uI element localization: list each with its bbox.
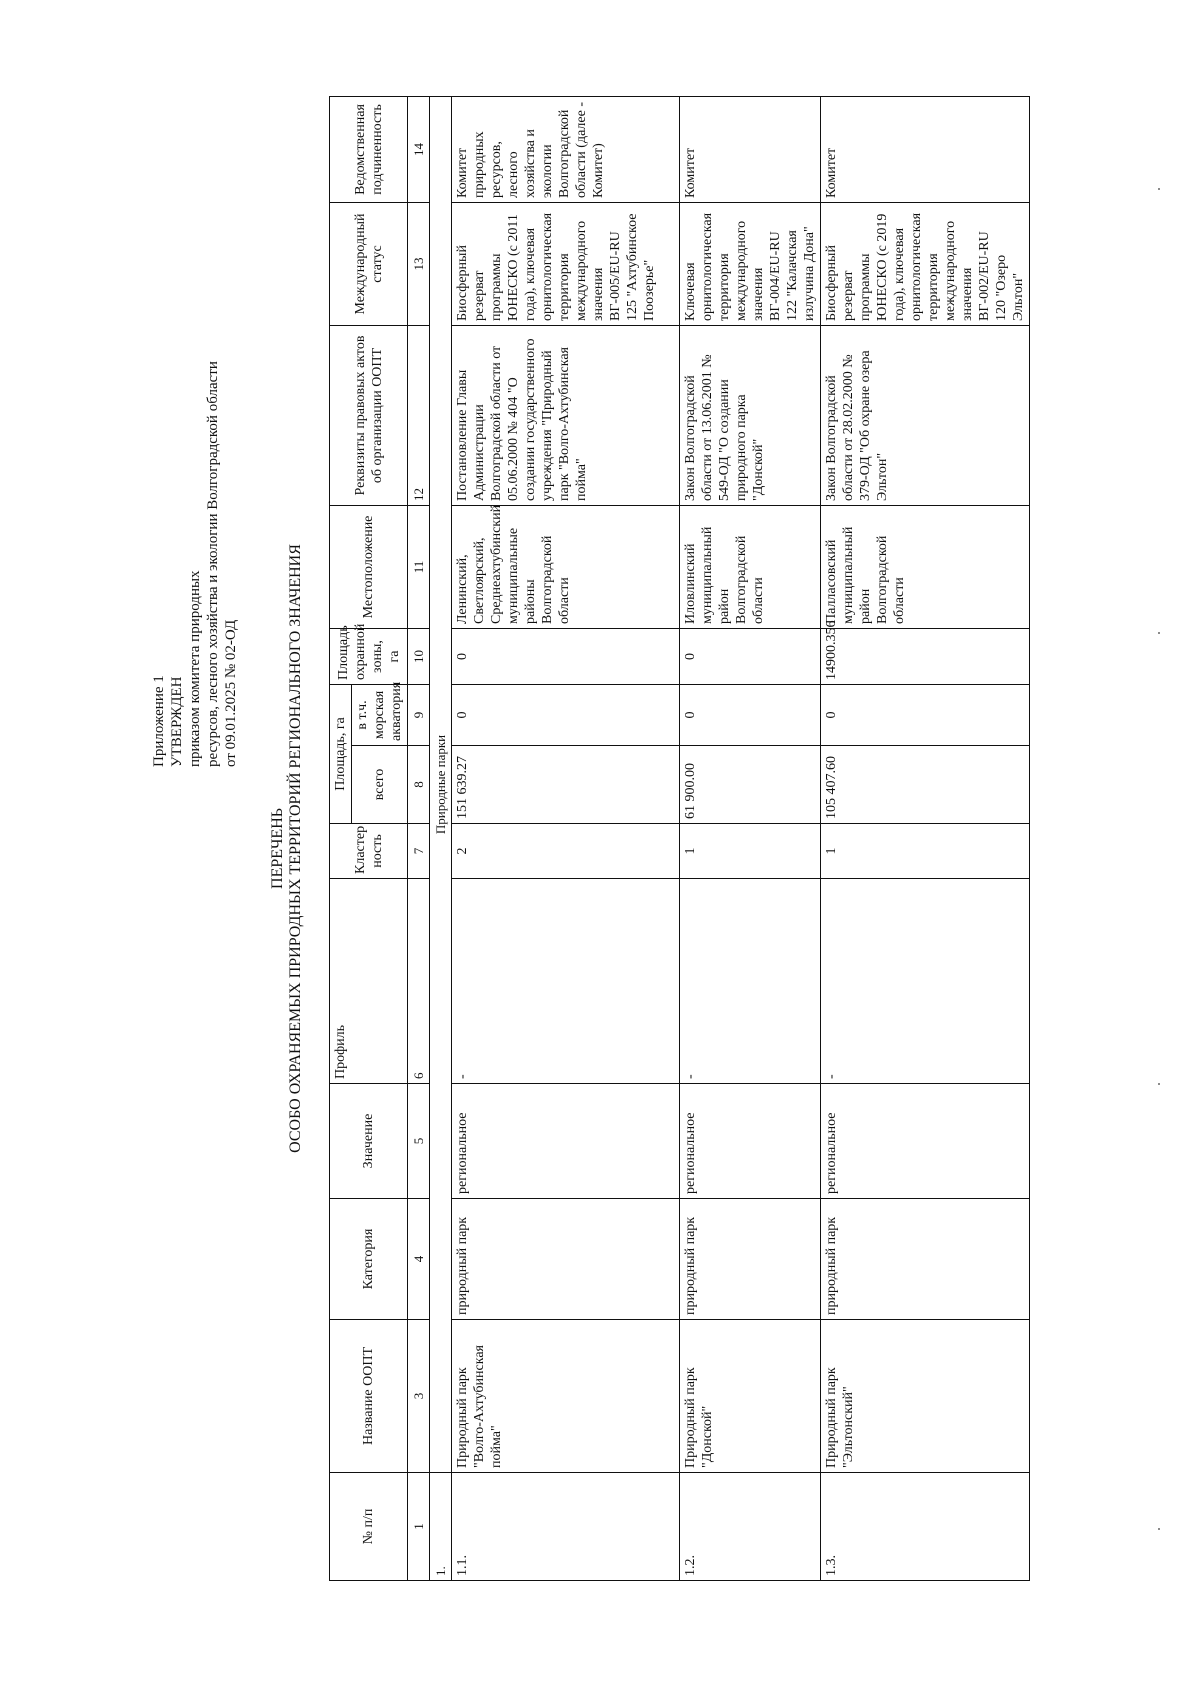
column-number: 6	[408, 879, 430, 1084]
document-title: ПЕРЕЧЕНЬ	[269, 808, 286, 889]
column-number: 13	[408, 203, 430, 326]
row-category: природный парк	[452, 1199, 680, 1320]
header-cluster: Кластер ность	[330, 824, 408, 879]
row-category: природный парк	[680, 1199, 821, 1320]
protected-areas-table	[329, 96, 1030, 1581]
scan-speck	[1158, 1528, 1160, 1530]
row-location: Палласовский муниципальный район Волгоградской области	[821, 506, 1030, 629]
column-number: 11	[408, 506, 430, 629]
column-number: 5	[408, 1084, 430, 1199]
row-acts: Закон Волгоградской области от 28.02.2000 № 379-ОД "Об охране озера Эльтон"	[821, 326, 1030, 506]
document-subtitle: ОСОБО ОХРАНЯЕМЫХ ПРИРОДНЫХ ТЕРРИТОРИЙ РЕГИОНАЛЬНОГО ЗНАЧЕНИЯ	[287, 544, 304, 1153]
header-area: Площадь, га	[330, 685, 352, 824]
scan-speck	[1158, 632, 1160, 634]
scan-speck	[1158, 1083, 1160, 1085]
row-area-marine: 0	[452, 685, 680, 746]
row-significance: региональное	[680, 1084, 821, 1199]
row-buffer: 14900.356	[821, 629, 1030, 685]
row-area-total: 105 407.60	[821, 746, 1030, 824]
row-intl-status: Биосферный резерват программы ЮНЕСКО (с 2011 года), ключевая орнитологическая территория международного значения ВГ-005/EU-RU 125 "Ахтубинское Поозерье"	[452, 203, 680, 326]
row-name: Природный парк "Эльтонский"	[821, 1320, 1030, 1473]
section-number: 1.	[430, 1473, 452, 1581]
row-area-marine: 0	[680, 685, 821, 746]
row-location: Иловлинский муниципальный район Волгоградской области	[680, 506, 821, 629]
section-title: Природные парки	[430, 97, 452, 1473]
row-profile: -	[452, 879, 680, 1084]
approval-date-line: от 09.01.2025 № 02-ОД	[223, 619, 239, 767]
row-acts: Закон Волгоградской области от 13.06.2001 № 549-ОД "О создании природного парка "Донской"	[680, 326, 821, 506]
header-buffer: Площадь охранной зоны, га	[330, 629, 408, 685]
header-acts: Реквизиты правовых актов об организации ООПТ	[330, 326, 408, 506]
row-profile: -	[680, 879, 821, 1084]
header-area-marine: в т.ч. морская акватория	[352, 685, 408, 746]
table-row	[452, 97, 680, 1581]
row-cluster: 1	[680, 824, 821, 879]
column-number: 7	[408, 824, 430, 879]
row-area-marine: 0	[821, 685, 1030, 746]
row-subordination: Комитет	[821, 97, 1030, 203]
table-row	[821, 97, 1030, 1581]
scan-speck	[1158, 188, 1160, 190]
approval-appendix: Приложение 1	[151, 675, 167, 767]
row-category: природный парк	[821, 1199, 1030, 1320]
row-intl-status: Ключевая орнитологическая территория международного значения ВГ-004/EU-RU 122 "Калачская излучина Дона"	[680, 203, 821, 326]
row-location: Ленинский, Светлоярский, Среднеахтубинский муниципальные районы Волгоградской области	[452, 506, 680, 629]
row-area-total: 151 639.27	[452, 746, 680, 824]
column-number: 9	[408, 685, 430, 746]
header-category: Категория	[330, 1199, 408, 1320]
header-profile: Профиль	[330, 879, 408, 1084]
approval-approved: УТВЕРЖДЕН	[169, 676, 185, 767]
row-num: 1.3.	[821, 1473, 1030, 1581]
header-intl-status: Международный статус	[330, 203, 408, 326]
header-row	[330, 97, 352, 1581]
column-number: 4	[408, 1199, 430, 1320]
row-profile: -	[821, 879, 1030, 1084]
row-subordination: Комитет	[680, 97, 821, 203]
column-number: 14	[408, 97, 430, 203]
row-name: Природный парк "Волго-Ахтубинская пойма"	[452, 1320, 680, 1473]
column-number: 1	[408, 1473, 430, 1581]
row-significance: региональное	[452, 1084, 680, 1199]
row-num: 1.2.	[680, 1473, 821, 1581]
row-buffer: 0	[680, 629, 821, 685]
column-number: 10	[408, 629, 430, 685]
column-number: 12	[408, 326, 430, 506]
column-number-row	[408, 97, 430, 1581]
header-num: № п/п	[330, 1473, 408, 1581]
approval-order-line: приказом комитета природных	[187, 570, 203, 767]
section-row	[430, 97, 452, 1581]
row-acts: Постановление Главы Администрации Волгоградской области от 05.06.2000 № 404 "О создании государственного учреждения "Природный парк "Волго-Ахтубинская пойма"	[452, 326, 680, 506]
approval-committee-line: ресурсов, лесного хозяйства и экологии Волгоградской области	[205, 361, 221, 767]
approval-block	[150, 361, 240, 767]
column-number: 3	[408, 1320, 430, 1473]
header-name: Название ООПТ	[330, 1320, 408, 1473]
row-significance: региональное	[821, 1084, 1030, 1199]
table-row	[680, 97, 821, 1581]
row-name: Природный парк "Донской"	[680, 1320, 821, 1473]
row-num: 1.1.	[452, 1473, 680, 1581]
row-cluster: 2	[452, 824, 680, 879]
row-intl-status: Биосферный резерват программы ЮНЕСКО (с 2019 года), ключевая орнитологическая территория международного значения ВГ-002/EU-RU 120 "Озеро Эльтон"	[821, 203, 1030, 326]
header-location: Местоположение	[330, 506, 408, 629]
row-buffer: 0	[452, 629, 680, 685]
row-cluster: 1	[821, 824, 1030, 879]
header-area-total: всего	[352, 746, 408, 824]
column-number: 8	[408, 746, 430, 824]
row-area-total: 61 900.00	[680, 746, 821, 824]
header-significance: Значение	[330, 1084, 408, 1199]
row-subordination: Комитет природных ресурсов, лесного хозяйства и экологии Волгоградской области (далее - Комитет)	[452, 97, 680, 203]
header-subordination: Ведомственная подчиненность	[330, 97, 408, 203]
